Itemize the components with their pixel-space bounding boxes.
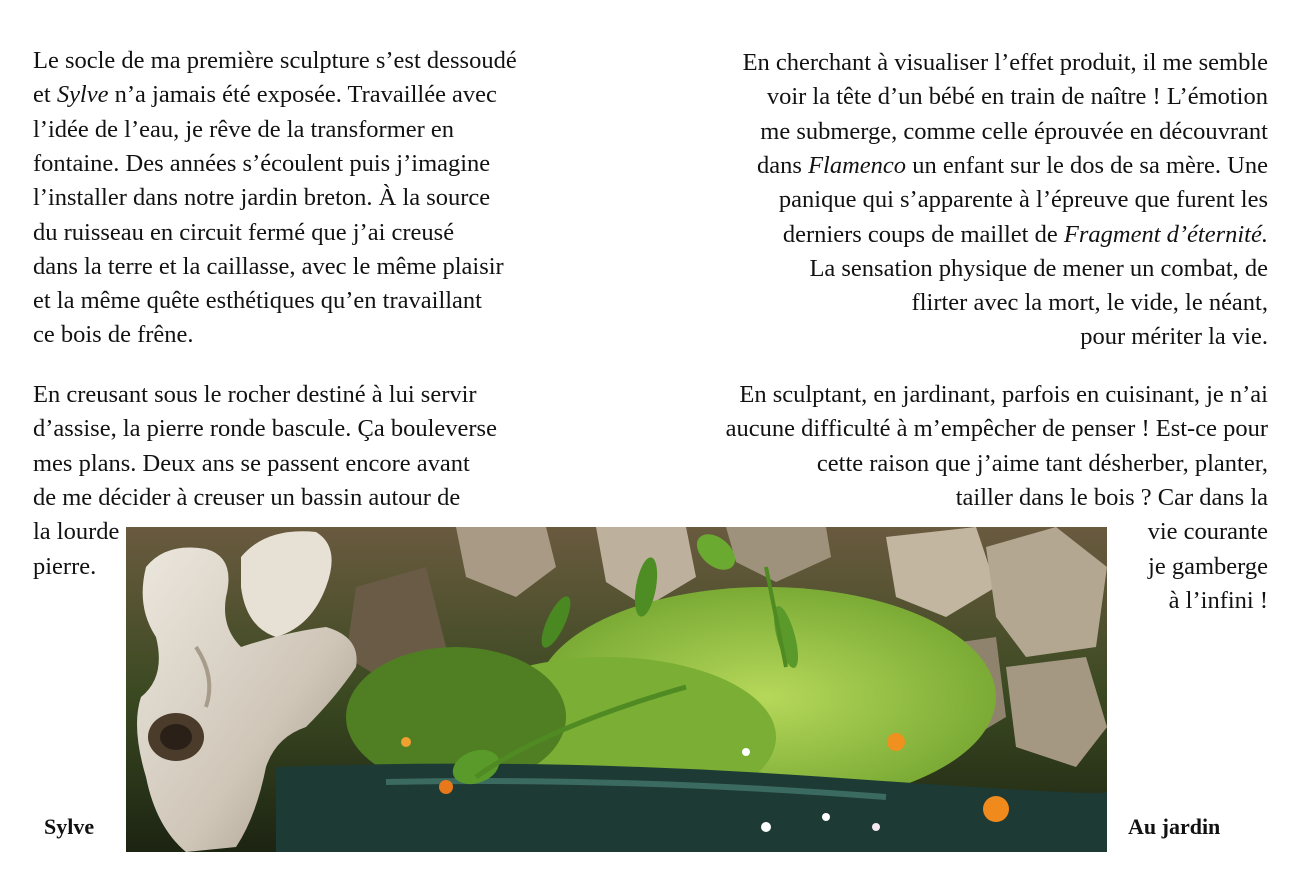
right-column-paragraph-2-line: [726, 412, 1268, 446]
right-column-paragraph-2-line: [1169, 584, 1268, 618]
right-column-paragraph-1-line: [767, 80, 1268, 114]
text-run: cette raison que j’aime tant désherber, planter,: [816, 449, 1268, 477]
left-column-paragraph-2-line: [33, 412, 497, 446]
text-run: dans: [757, 151, 809, 179]
right-column-paragraph-1-line: [1080, 320, 1268, 354]
text-run: tailler dans le bois ? Car dans la: [955, 483, 1268, 511]
text-run: panique qui s’apparente à l’épreuve que furent les: [778, 186, 1268, 214]
left-column-paragraph-2-line: [33, 447, 470, 481]
text-run: pour mériter la vie.: [1080, 323, 1268, 351]
text-run: aucune difficulté à m’empêcher de penser ! Est-ce pour: [725, 415, 1268, 443]
text-run: vie courante: [1147, 518, 1268, 546]
garden-sculpture-photo: [126, 527, 1107, 852]
text-run: pierre.: [33, 552, 97, 580]
text-run: un enfant sur le dos de sa mère. Une: [906, 151, 1268, 179]
right-column-paragraph-1-line: [779, 183, 1268, 217]
left-column-paragraph-1-line: [33, 113, 454, 147]
left-column-paragraph-1-line: [33, 284, 482, 318]
text-run: du ruisseau en circuit fermé que j’ai creusé: [33, 218, 455, 246]
left-column-paragraph-1-line: [33, 78, 497, 112]
left-column-paragraph-1-line: [33, 318, 194, 352]
right-column-paragraph-2-line: [817, 447, 1268, 481]
left-column-paragraph-1-line: [33, 250, 504, 284]
left-column-paragraph-2-line: [33, 550, 96, 584]
text-run: Le socle de ma première sculpture s’est dessoudé: [33, 47, 517, 74]
text-run: En cherchant à visualiser l’effet produit, il me semble: [742, 49, 1268, 76]
left-column-paragraph-2-line: [33, 515, 119, 549]
text-run: voir la tête d’un bébé en train de naître ! L’émotion: [766, 83, 1268, 111]
right-column-paragraph-1-line: [912, 286, 1268, 320]
right-column-paragraph-1-line: [783, 218, 1268, 252]
left-column-paragraph-2-line: [33, 378, 477, 412]
right-column-paragraph-2-line: [739, 378, 1268, 412]
text-run: dans la terre et la caillasse, avec le même plaisir: [33, 252, 504, 280]
italic-title: Fragment d’éternité.: [1063, 220, 1268, 248]
right-column-paragraph-1-line: [757, 149, 1268, 183]
text-run: mes plans. Deux ans se passent encore avant: [33, 449, 470, 477]
left-column-paragraph-1-line: [33, 216, 454, 250]
left-column-paragraph-2-line: [33, 481, 460, 515]
text-run: ce bois de frêne.: [33, 321, 194, 349]
right-column-paragraph-1-line: [760, 115, 1268, 149]
left-column-paragraph-1-line: [33, 147, 490, 181]
left-column-paragraph-1-line: [33, 44, 517, 78]
right-column-paragraph-1-line: [743, 46, 1268, 80]
text-run: En creusant sous le rocher destiné à lui servir: [33, 381, 477, 408]
text-run: la lourde: [33, 518, 120, 546]
text-run: En sculptant, en jardinant, parfois en cuisinant, je n’ai: [739, 381, 1268, 408]
italic-title: Sylve: [56, 81, 109, 109]
text-run: de me décider à creuser un bassin autour de: [33, 483, 461, 511]
text-run: l’installer dans notre jardin breton. À la source: [33, 184, 491, 212]
text-run: derniers coups de maillet de: [782, 220, 1064, 248]
text-run: La sensation physique de mener un combat, de: [809, 254, 1268, 282]
text-run: et la même quête esthétiques qu’en travaillant: [33, 287, 482, 315]
sculpture-caption: Sylve: [44, 814, 95, 839]
right-column-paragraph-1-line: [809, 252, 1268, 286]
text-run: et: [33, 81, 57, 109]
right-column-paragraph-2-line: [956, 481, 1268, 515]
right-column-paragraph-2-line: [1148, 550, 1268, 584]
right-column-paragraph-2-line: [1148, 515, 1268, 549]
text-run: me submerge, comme celle éprouvée en découvrant: [760, 117, 1268, 145]
text-run: je gamberge: [1148, 552, 1268, 580]
text-run: n’a jamais été exposée. Travaillée avec: [108, 81, 497, 109]
left-column-paragraph-1-line: [33, 181, 490, 215]
text-run: l’idée de l’eau, je rêve de la transformer en: [33, 115, 455, 143]
garden-caption: Au jardin: [1128, 814, 1221, 839]
text-run: flirter avec la mort, le vide, le néant,: [911, 289, 1268, 317]
text-run: à l’infini !: [1168, 586, 1268, 614]
text-run: fontaine. Des années s’écoulent puis j’imagine: [33, 149, 491, 177]
italic-title: Flamenco: [808, 151, 907, 179]
text-run: d’assise, la pierre ronde bascule. Ça bouleverse: [33, 415, 497, 443]
